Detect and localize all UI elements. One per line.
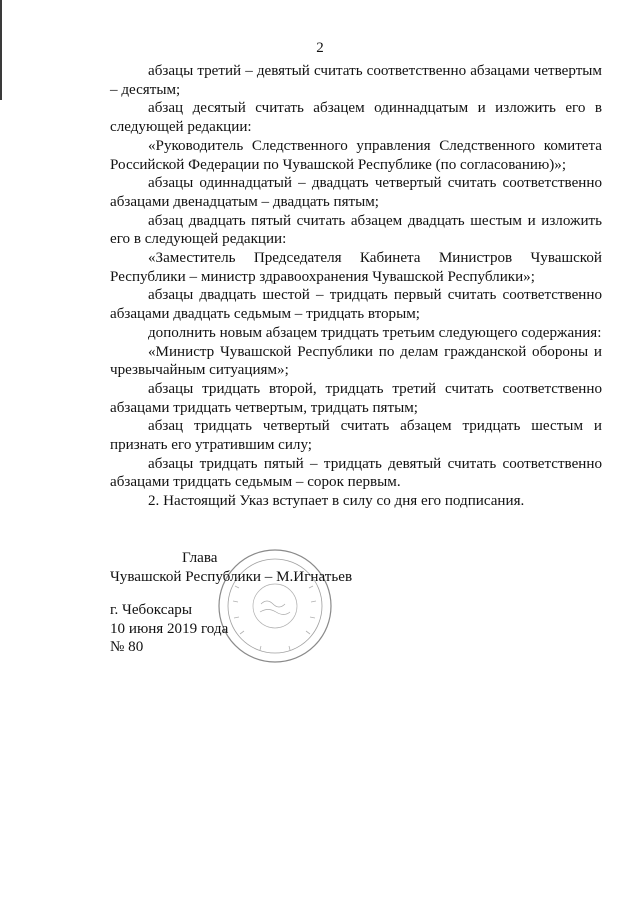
- paragraph: абзацы двадцать шестой – тридцать первый считать соответственно абзацами двадцать седьмым – тридцать вторым;: [110, 287, 602, 323]
- paragraph: абзацы тридцать второй, тридцать третий считать соответственно абзацами тридцать четвертым, тридцать пятым;: [110, 380, 602, 416]
- signatory-title: Глава: [182, 550, 218, 566]
- decree-body: [110, 62, 602, 511]
- date: 10 июня 2019 года: [110, 620, 229, 637]
- paragraph: «Министр Чувашской Республики по делам гражданской обороны и чрезвычайным ситуациям»;: [110, 343, 602, 379]
- paragraph: «Заместитель Председателя Кабинета Министров Чувашской Республики – министр здравоохранения Чувашской Республики»;: [110, 250, 602, 285]
- place-date-number: [110, 601, 228, 657]
- paragraph: «Руководитель Следственного управления Следственного комитета Российской Федерации по Чувашской Республике (по согласованию)»;: [110, 137, 602, 173]
- paragraph: абзац тридцать четвертый считать абзацем тридцать шестым и признать его утратившим силу;: [110, 418, 602, 454]
- city: г. Чебоксары: [110, 602, 192, 618]
- page-number: 2: [316, 40, 324, 56]
- paragraph: абзац десятый считать абзацем одиннадцатым и изложить его в следующей редакции:: [110, 100, 602, 136]
- paragraph: абзац двадцать пятый считать абзацем двадцать шестым и изложить его в следующей редакции:: [110, 212, 602, 248]
- paragraph: дополнить новым абзацем тридцать третьим следующего содержания:: [148, 324, 602, 341]
- paragraph: абзацы третий – девятый считать соответственно абзацами четвертым – десятым;: [110, 63, 602, 98]
- signatory-position: Чувашской Республики: [110, 568, 261, 585]
- signature-block: [110, 549, 352, 586]
- signatory-line: [110, 568, 352, 587]
- paragraph-final-clause: 2. Настоящий Указ вступает в силу со дня его подписания.: [148, 493, 525, 510]
- paragraph: абзацы тридцать пятый – тридцать девятый считать соответственно абзацами тридцать седьмым – сорок первым.: [110, 455, 602, 491]
- signatory-name: М.Игнатьев: [276, 568, 353, 585]
- decree-number: № 80: [110, 639, 144, 656]
- paragraph: абзацы одиннадцатый – двадцать четвертый считать соответственно абзацами двенадцатым – двадцать пятым;: [110, 175, 602, 210]
- signature-dash: –: [264, 568, 273, 585]
